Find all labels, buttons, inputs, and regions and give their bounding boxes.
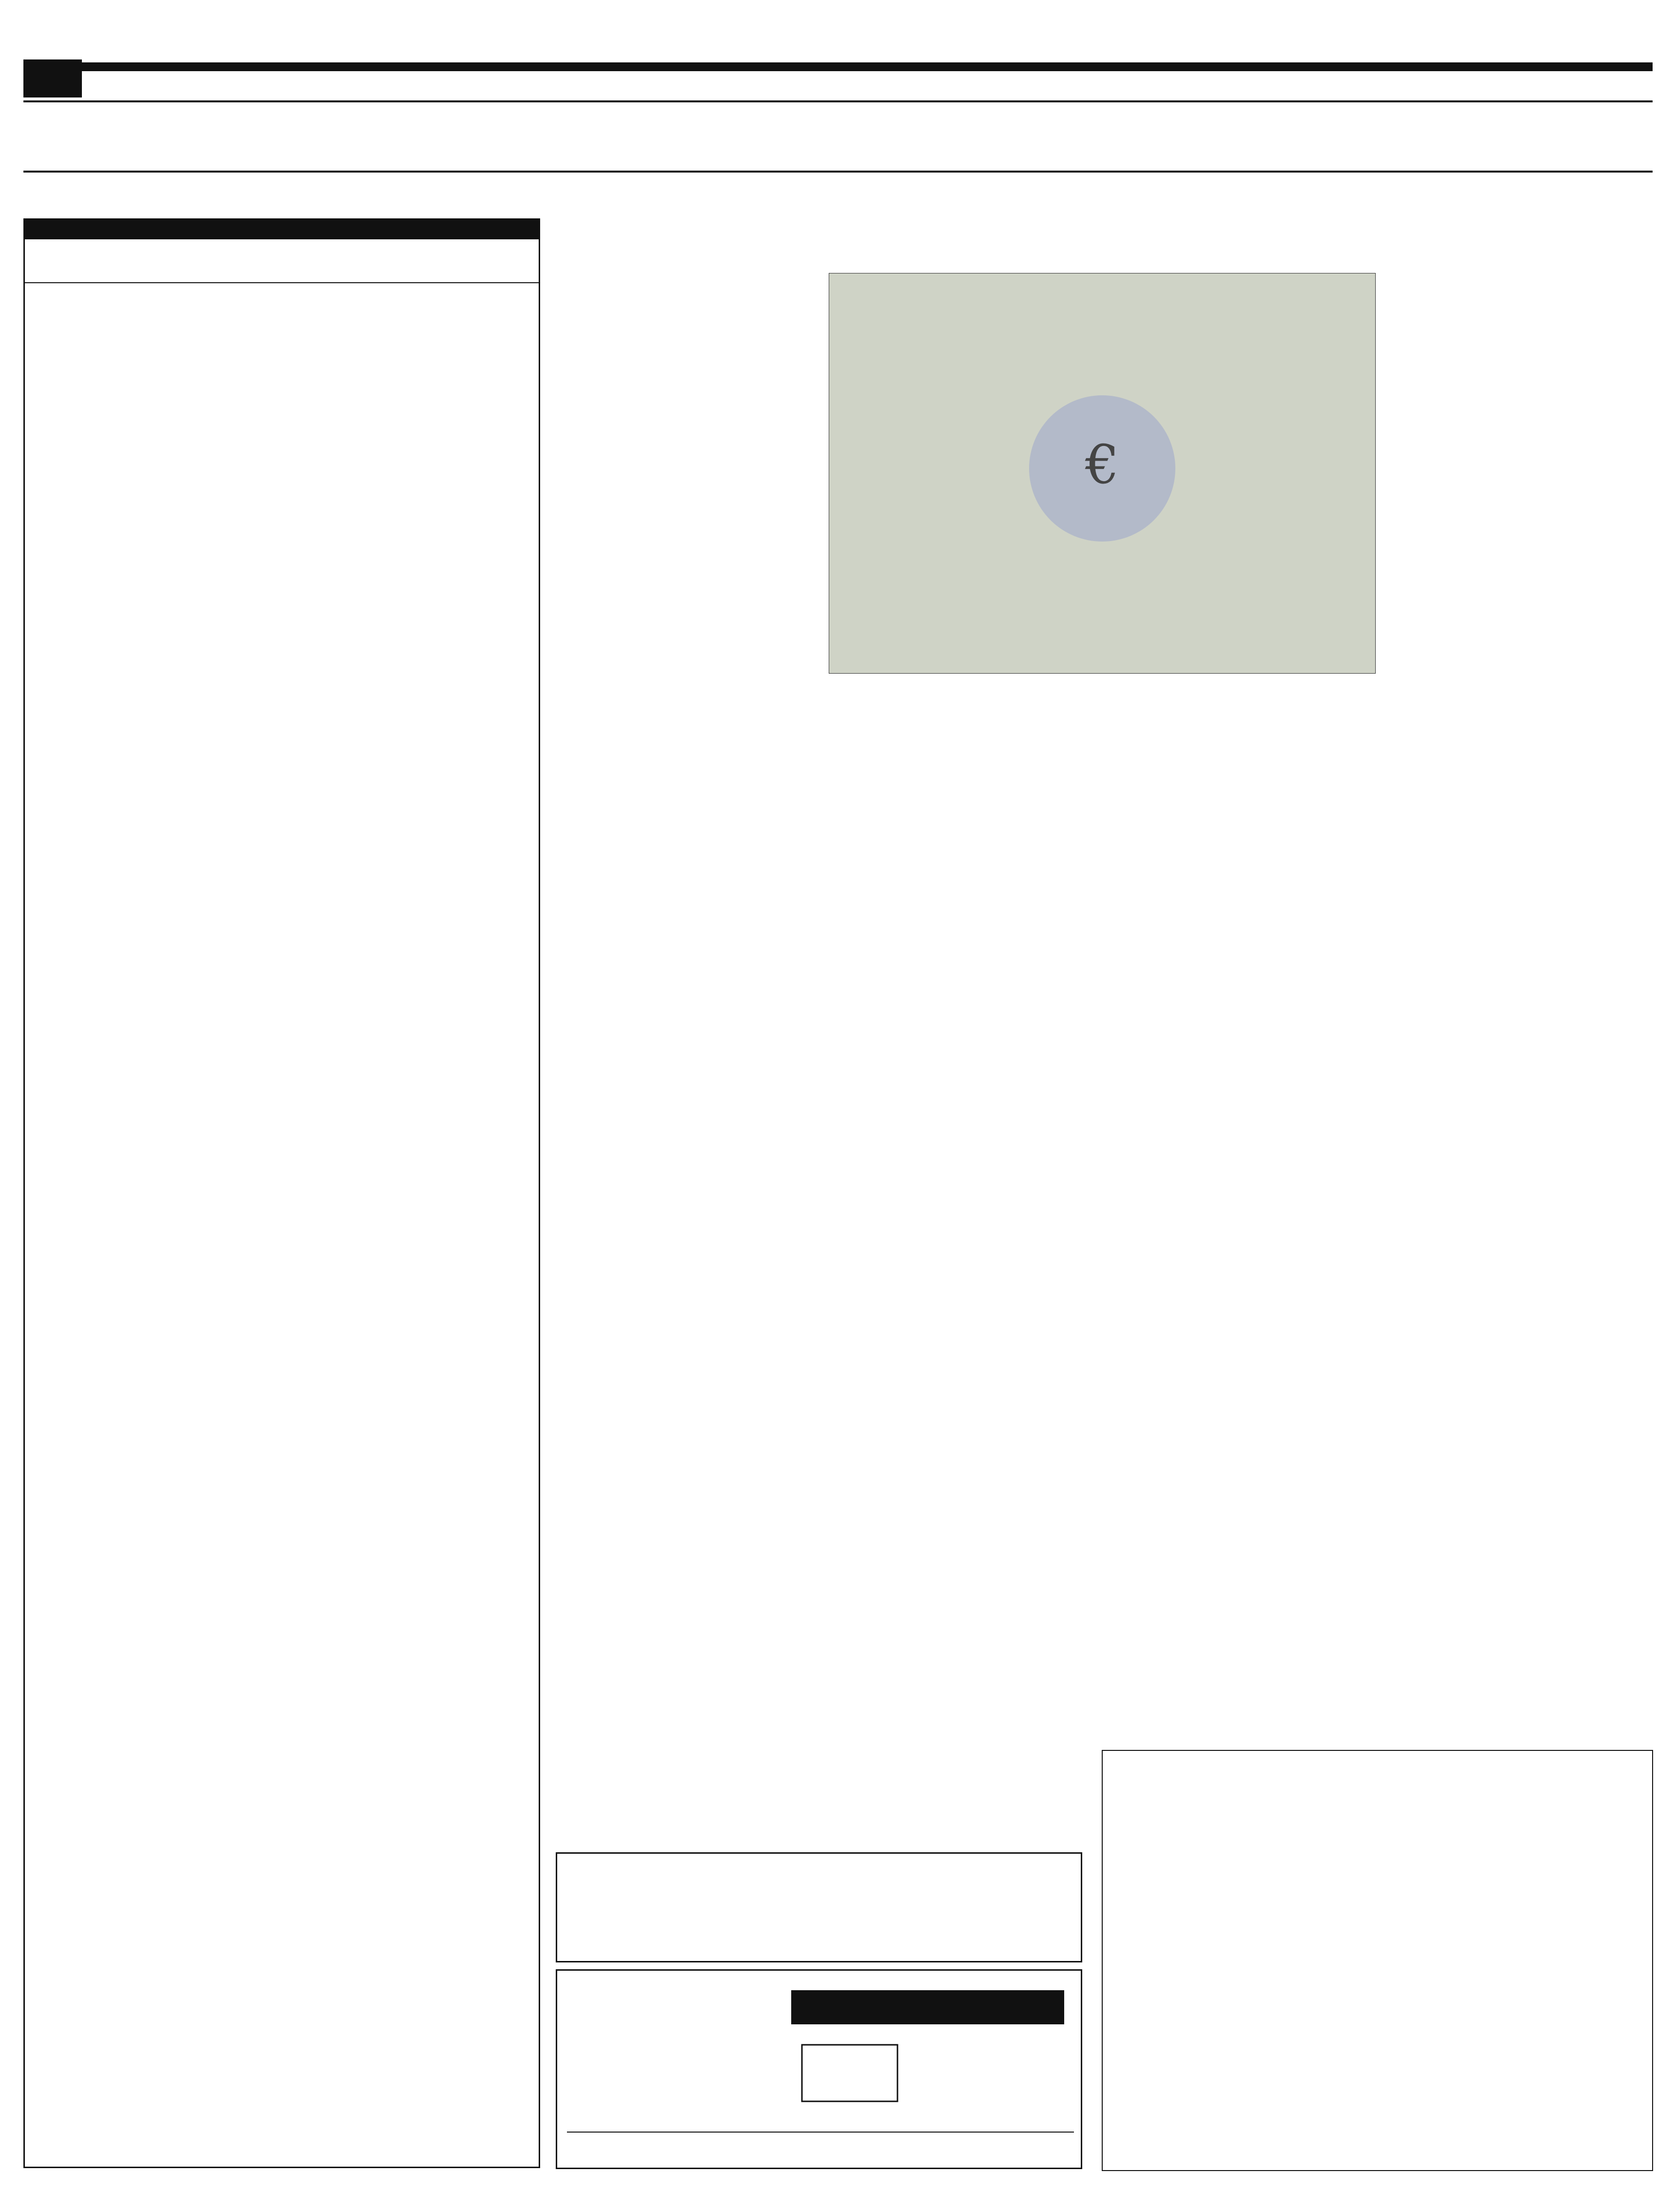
col-event-header xyxy=(104,239,355,283)
col-time-header xyxy=(59,239,104,283)
article-column-2 xyxy=(1102,682,1375,1711)
disclaimer-box xyxy=(556,1852,1082,1962)
top-rule xyxy=(23,62,1653,71)
logo-frame xyxy=(802,2045,897,2101)
chart-background xyxy=(1103,1751,1652,2170)
article-column-1 xyxy=(1385,269,1651,1902)
col-forecast-header xyxy=(416,239,473,283)
euro-symbol-icon: € xyxy=(1085,433,1119,496)
advertisement xyxy=(556,1969,1082,2169)
col-date-header xyxy=(25,239,59,283)
col-period-header xyxy=(355,239,416,283)
tk-logo-icon xyxy=(801,2044,898,2102)
ad-footer xyxy=(567,2132,1074,2156)
article-column-4 xyxy=(556,273,819,1662)
calendar-label-bar xyxy=(23,218,540,238)
ad-company-name xyxy=(791,1990,1064,2024)
euro-puzzle-image xyxy=(829,273,1376,674)
economic-calendar xyxy=(23,238,540,2168)
col-previous-header xyxy=(473,239,539,283)
dateline-rule xyxy=(536,171,1653,173)
article-column-3 xyxy=(826,682,1092,1711)
header-rule xyxy=(23,100,1653,102)
page-number xyxy=(23,59,82,97)
calendar-header-row xyxy=(25,239,539,283)
calendar-table xyxy=(25,239,539,283)
section-rule xyxy=(23,171,579,173)
eurjpy-chart xyxy=(1102,1750,1653,2171)
